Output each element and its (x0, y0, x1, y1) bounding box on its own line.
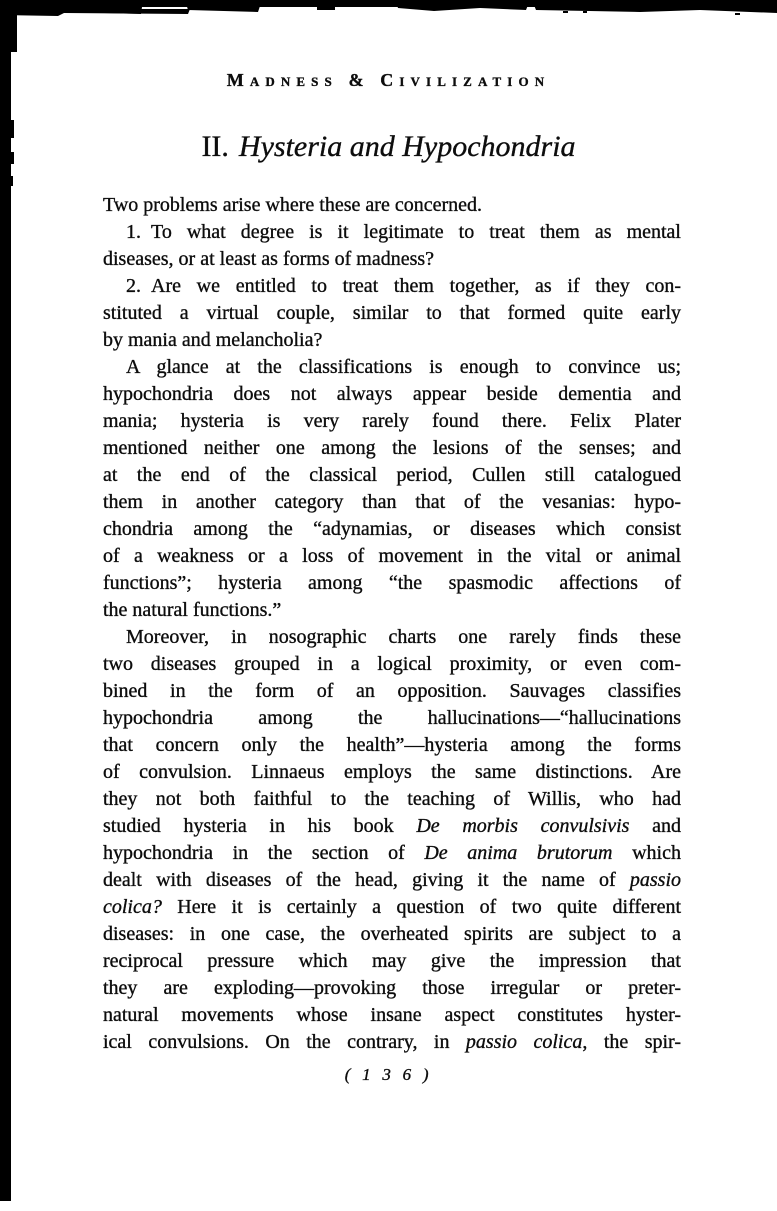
text-segment: natural movements whose insane aspect constitutes hyster- (103, 1004, 681, 1026)
text-segment: mania; hysteria is very rarely found there. Felix Plater (103, 410, 681, 432)
text-line (103, 705, 681, 732)
text-segment: hypochondria among the hallucinations—“hallucinations (103, 707, 681, 729)
text-line (103, 624, 681, 651)
text-line (103, 219, 681, 246)
text-line (103, 597, 681, 624)
text-segment: they not both faithful to the teaching of Willis, who had (103, 788, 681, 810)
text-segment: studied hysteria in his book (103, 815, 417, 837)
text-segment: dealt with diseases of the head, giving it the name of (103, 869, 630, 891)
text-line (103, 732, 681, 759)
text-line (103, 894, 681, 921)
text-segment: Here it is certainly a question of two quite different (161, 896, 681, 918)
text-segment: by mania and melancholia? (103, 329, 323, 351)
text-line (103, 192, 681, 219)
text-line (103, 867, 681, 894)
text-segment: of a weakness or a loss of movement in the vital or animal (103, 545, 681, 567)
italic-text: De morbis convulsivis (416, 815, 630, 837)
text-line (103, 462, 681, 489)
text-line (103, 840, 681, 867)
italic-text: De anima brutorum (424, 842, 613, 864)
text-segment: which (612, 842, 681, 864)
text-segment: reciprocal pressure which may give the impression that (103, 950, 681, 972)
text-segment: ical convulsions. On the contrary, in (103, 1031, 466, 1053)
text-line (103, 1002, 681, 1029)
text-line (103, 516, 681, 543)
text-segment: they are exploding—provoking those irregular or preter- (103, 977, 681, 999)
text-segment: stituted a virtual couple, similar to that formed quite early (103, 302, 681, 324)
text-line (103, 273, 681, 300)
text-line (103, 948, 681, 975)
chapter-title-text: Hysteria and Hypochondria (238, 130, 576, 163)
italic-text: passio (629, 869, 681, 891)
text-line (103, 1029, 681, 1056)
page-number: ( 1 3 6 ) (344, 1065, 433, 1084)
text-line (103, 246, 681, 273)
text-segment: hypochondria does not always appear beside dementia and (103, 383, 681, 405)
chapter-title (0, 130, 777, 164)
text-line (103, 921, 681, 948)
text-segment: diseases, or at least as forms of madness? (103, 248, 435, 270)
text-segment: Moreover, in nosographic charts one rarely finds these (126, 626, 681, 648)
text-segment: mentioned neither one among the lesions of the senses; and (103, 437, 681, 459)
text-line (103, 786, 681, 813)
text-line (103, 354, 681, 381)
text-segment: 1. To what degree is it legitimate to treat them as mental (126, 221, 681, 243)
text-segment: at the end of the classical period, Cullen still catalogued (103, 464, 681, 486)
italic-text: colica? (103, 896, 162, 918)
italic-text: passio colica (465, 1031, 583, 1053)
text-line (103, 489, 681, 516)
text-segment: chondria among the “adynamias, or diseases which consist (103, 518, 681, 540)
scan-edge-top (0, 0, 777, 24)
scan-edge-left (0, 0, 11, 1201)
text-line (103, 678, 681, 705)
text-segment: and (629, 815, 681, 837)
text-segment: two diseases grouped in a logical proximity, or even com- (103, 653, 681, 675)
scan-edge-corner (0, 0, 17, 52)
scan-edge-dash (11, 176, 13, 186)
text-line (103, 759, 681, 786)
text-line (103, 435, 681, 462)
text-segment: 2. Are we entitled to treat them together, as if they con- (126, 275, 681, 297)
text-line (103, 408, 681, 435)
text-line (103, 543, 681, 570)
text-line (103, 975, 681, 1002)
text-segment: functions”; hysteria among “the spasmodic affections of (103, 572, 681, 594)
body-text (103, 192, 681, 1056)
chapter-number: II. (201, 130, 229, 163)
text-segment: bined in the form of an opposition. Sauvages classifies (103, 680, 681, 702)
text-segment: A glance at the classifications is enough to convince us; (126, 356, 681, 378)
text-segment: Two problems arise where these are concerned. (103, 194, 482, 216)
text-line (103, 300, 681, 327)
text-segment: hypochondria in the section of (103, 842, 425, 864)
text-line (103, 327, 681, 354)
running-header: Madness & Civilization (226, 70, 551, 90)
text-line (103, 381, 681, 408)
text-segment: that concern only the health”—hysteria among the forms (103, 734, 681, 756)
text-segment: diseases: in one case, the overheated spirits are subject to a (103, 923, 681, 945)
text-line (103, 570, 681, 597)
scan-edge-top-shape (0, 0, 777, 24)
text-line (103, 651, 681, 678)
text-segment: , the spir- (582, 1031, 681, 1053)
text-segment: them in another category than that of the vesanias: hypo- (103, 491, 681, 513)
text-segment: of convulsion. Linnaeus employs the same distinctions. Are (103, 761, 681, 783)
text-line (103, 813, 681, 840)
text-segment: the natural functions.” (103, 599, 282, 621)
